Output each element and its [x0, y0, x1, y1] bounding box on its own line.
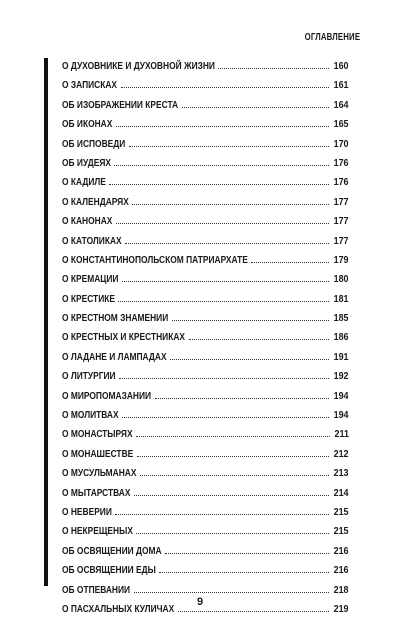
- toc-leader-dots: [159, 571, 329, 573]
- toc-entry-title: О МИРОПОМАЗАНИИ: [62, 389, 152, 402]
- toc-leader-dots: [251, 261, 329, 263]
- toc-leader-dots: [178, 610, 329, 612]
- toc-leader-dots: [125, 242, 329, 244]
- toc-entry-title: О ЛИТУРГИИ: [62, 370, 116, 383]
- toc-entry-title: О КАЛЕНДАРЯХ: [62, 195, 129, 208]
- toc-entry-page: 185: [334, 312, 349, 325]
- toc-entry-page: 219: [334, 602, 349, 615]
- section-title: ОГЛАВЛЕНИЕ: [304, 32, 360, 43]
- toc-entry-page: 177: [334, 234, 349, 247]
- toc-leader-dots: [182, 106, 329, 108]
- toc-entry-title: ОБ ИЗОБРАЖЕНИИ КРЕСТА: [62, 98, 179, 111]
- toc-leader-dots: [116, 125, 329, 127]
- toc-entry-page: 170: [334, 137, 349, 150]
- toc-entry-page: 179: [334, 253, 349, 266]
- toc-leader-dots: [115, 513, 329, 515]
- toc-entry-title: О ПАСХАЛЬНЫХ КУЛИЧАХ: [62, 602, 175, 615]
- toc-entry-title: ОБ ОСВЯЩЕНИИ ДОМА: [62, 544, 162, 557]
- toc-entry-title: О МЫТАРСТВАХ: [62, 486, 131, 499]
- toc-entry[interactable]: [62, 522, 349, 541]
- toc-entry[interactable]: [62, 561, 349, 580]
- toc-entry-page: 216: [334, 544, 349, 557]
- toc-entry[interactable]: [62, 464, 349, 483]
- toc-entry[interactable]: [62, 484, 349, 503]
- toc-entry-title: ОБ ИУДЕЯХ: [62, 156, 111, 169]
- toc-entry-title: О ЛАДАНЕ И ЛАМПАДАХ: [62, 350, 167, 363]
- toc-leader-dots: [136, 435, 330, 437]
- table-of-contents: [62, 57, 349, 619]
- toc-entry-title: О МОНАШЕСТВЕ: [62, 447, 134, 460]
- toc-leader-dots: [122, 416, 329, 418]
- toc-entry-page: 214: [334, 486, 349, 499]
- toc-entry[interactable]: [62, 115, 349, 134]
- toc-entry[interactable]: [62, 251, 349, 270]
- toc-entry[interactable]: [62, 309, 349, 328]
- toc-entry[interactable]: [62, 96, 349, 115]
- margin-rule: [44, 58, 48, 586]
- toc-entry-page: 181: [334, 292, 349, 305]
- toc-leader-dots: [172, 319, 329, 321]
- toc-entry-title: О МУСУЛЬМАНАХ: [62, 467, 137, 480]
- toc-entry[interactable]: [62, 348, 349, 367]
- toc-entry-page: 161: [334, 79, 349, 92]
- toc-leader-dots: [137, 455, 329, 457]
- toc-entry[interactable]: [62, 542, 349, 561]
- toc-entry-title: О МОЛИТВАХ: [62, 409, 119, 422]
- toc-entry-title: О КРЕСТНЫХ И КРЕСТНИКАХ: [62, 331, 186, 344]
- toc-leader-dots: [155, 397, 329, 399]
- toc-leader-dots: [189, 338, 329, 340]
- toc-entry-title: О КРЕСТИКЕ: [62, 292, 115, 305]
- toc-entry-page: 213: [334, 467, 349, 480]
- toc-entry-page: 194: [334, 389, 349, 402]
- toc-leader-dots: [109, 183, 329, 185]
- toc-entry[interactable]: [62, 76, 349, 95]
- toc-entry-title: ОБ ИСПОВЕДИ: [62, 137, 126, 150]
- toc-leader-dots: [170, 358, 329, 360]
- toc-entry-page: 216: [334, 564, 349, 577]
- toc-entry-page: 192: [334, 370, 349, 383]
- toc-entry-page: 180: [334, 273, 349, 286]
- toc-entry-page: 160: [334, 60, 349, 72]
- toc-leader-dots: [134, 591, 329, 593]
- toc-entry[interactable]: [62, 290, 349, 309]
- toc-entry[interactable]: [62, 193, 349, 212]
- toc-entry-title: ОБ ИКОНАХ: [62, 118, 113, 131]
- toc-entry-page: 218: [334, 583, 349, 596]
- toc-leader-dots: [122, 280, 329, 282]
- toc-entry-page: 215: [334, 525, 349, 538]
- toc-entry[interactable]: [62, 57, 349, 76]
- toc-entry-page: 186: [334, 331, 349, 344]
- toc-entry-title: О КРЕСТНОМ ЗНАМЕНИИ: [62, 312, 169, 325]
- toc-entry-page: 191: [334, 350, 349, 363]
- toc-leader-dots: [134, 494, 329, 496]
- toc-entry-page: 212: [334, 447, 349, 460]
- toc-entry-page: 177: [334, 195, 349, 208]
- toc-leader-dots: [165, 552, 329, 554]
- page-number: 9: [196, 596, 204, 608]
- toc-entry-title: ОБ ОТПЕВАНИИ: [62, 583, 131, 596]
- toc-leader-dots: [116, 222, 329, 224]
- toc-entry-title: О КОНСТАНТИНОПОЛЬСКОМ ПАТРИАРХАТЕ: [62, 253, 248, 266]
- toc-entry-page: 165: [334, 118, 349, 131]
- toc-entry[interactable]: [62, 173, 349, 192]
- toc-entry[interactable]: [62, 445, 349, 464]
- toc-entry[interactable]: [62, 406, 349, 425]
- toc-entry-title: О КРЕМАЦИИ: [62, 273, 119, 286]
- toc-entry[interactable]: [62, 270, 349, 289]
- toc-entry-title: О НЕВЕРИИ: [62, 505, 112, 518]
- toc-entry-title: О МОНАСТЫРЯХ: [62, 428, 133, 441]
- toc-entry[interactable]: [62, 154, 349, 173]
- toc-entry-page: 164: [334, 98, 349, 111]
- toc-leader-dots: [140, 474, 329, 476]
- toc-entry[interactable]: [62, 212, 349, 231]
- toc-entry-page: 176: [334, 156, 349, 169]
- toc-entry[interactable]: [62, 328, 349, 347]
- toc-entry-page: 176: [334, 176, 349, 189]
- toc-leader-dots: [136, 532, 329, 534]
- toc-entry-title: О ЗАПИСКАХ: [62, 79, 118, 92]
- toc-entry-page: 211: [334, 428, 349, 441]
- toc-entry[interactable]: [62, 425, 349, 444]
- toc-leader-dots: [218, 67, 329, 69]
- toc-entry-title: О НЕКРЕЩЕНЫХ: [62, 525, 133, 538]
- toc-entry[interactable]: [62, 387, 349, 406]
- toc-entry-title: О КАТОЛИКАХ: [62, 234, 122, 247]
- toc-entry[interactable]: [62, 367, 349, 386]
- toc-entry[interactable]: [62, 503, 349, 522]
- toc-leader-dots: [132, 203, 329, 205]
- toc-entry[interactable]: [62, 232, 349, 251]
- toc-entry-page: 194: [334, 409, 349, 422]
- toc-entry-title: ОБ ОСВЯЩЕНИИ ЕДЫ: [62, 564, 156, 577]
- toc-entry-page: 177: [334, 215, 349, 228]
- toc-entry-title: О КАДИЛЕ: [62, 176, 106, 189]
- toc-entry[interactable]: [62, 135, 349, 154]
- toc-entry-title: О ДУХОВНИКЕ И ДУХОВНОЙ ЖИЗНИ: [62, 60, 215, 72]
- toc-leader-dots: [129, 145, 329, 147]
- toc-entry-page: 215: [334, 505, 349, 518]
- toc-entry-title: О КАНОНАХ: [62, 215, 113, 228]
- toc-leader-dots: [121, 86, 329, 88]
- toc-leader-dots: [114, 164, 329, 166]
- toc-leader-dots: [118, 300, 329, 302]
- toc-leader-dots: [119, 377, 329, 379]
